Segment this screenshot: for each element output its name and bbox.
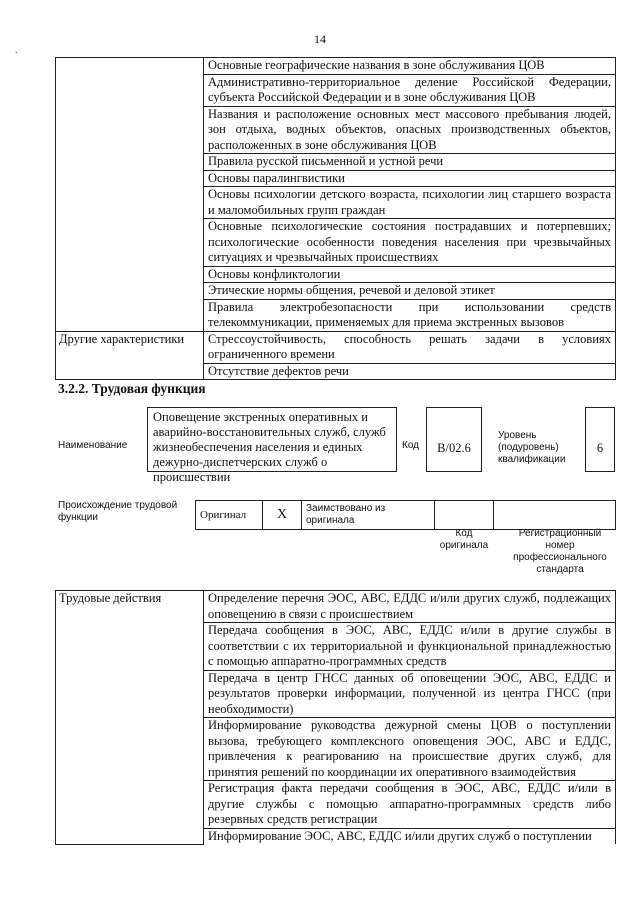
knowledge-item: Основы конфликтологии <box>204 266 616 283</box>
knowledge-table <box>55 57 616 380</box>
original-label: Оригинал <box>196 501 263 530</box>
labor-action-item: Передача сообщения в ЭОС, АВС, ЕДДС и/или в другие службы в соответствии с их территориальной и функциональной принадлежностью с помощью аппаратно-программных средств <box>204 623 616 671</box>
labor-action-item: Информирование ЭОС, АВС, ЕДДС и/или других служб о поступлении <box>204 828 616 844</box>
original-mark: X <box>263 501 302 530</box>
other-item: Отсутствие дефектов речи <box>204 363 616 380</box>
margin-mark: . <box>15 45 18 56</box>
knowledge-item: Основные географические названия в зоне обслуживания ЦОВ <box>204 58 616 75</box>
origin-table <box>195 500 616 530</box>
knowledge-item: Основы психологии детского возраста, психологии лиц старшего возраста и маломобильных групп граждан <box>204 187 616 219</box>
knowledge-item: Основы паралингвистики <box>204 170 616 187</box>
knowledge-item: Основные психологические состояния пострадавших и потерпевших; психологические особенности поведения населения при чрезвычайных ситуациях и чрезвычайных происшествиях <box>204 219 616 267</box>
page-number: 14 <box>314 32 326 46</box>
function-code-box: B/02.6 <box>426 407 482 472</box>
knowledge-item: Этические нормы общения, речевой и деловой этикет <box>204 283 616 300</box>
labor-action-item: Определение перечня ЭОС, АВС, ЕДДС и/или других служб, подлежащих оповещению в связи с происшествием <box>204 591 616 623</box>
labor-action-item: Передача в центр ГНСС данных об оповещении ЭОС, АВС, ЕДДС и результатов проверки информации, полученной из центра ГНСС (при необходимости) <box>204 670 616 718</box>
registration-number-cell <box>494 501 616 530</box>
origin-registration-caption: Регистрационный номер профессионального стандарта <box>513 528 607 575</box>
original-code-cell <box>435 501 494 530</box>
knowledge-item: Административно-территориальное деление Российской Федерации, субъекта Российской Федерации и в зоне обслуживания ЦОВ <box>204 74 616 106</box>
knowledge-item: Правила электробезопасности при использовании средств телекоммуникации, применяемых для приема экстренных вызовов <box>204 299 616 331</box>
borrowed-label: Заимствовано из оригинала <box>302 501 435 530</box>
table-row <box>56 331 616 363</box>
function-name-box: Оповещение экстренных оперативных и аварийно-восстановительных служб, служб жизнеобеспечения населения и единых дежурно-диспетчерских служб о происшествии <box>147 407 397 472</box>
qualification-level-box: 6 <box>585 407 615 472</box>
name-label: Наименование <box>58 440 128 451</box>
knowledge-label-cell <box>56 58 204 332</box>
table-row <box>196 501 616 530</box>
table-row <box>56 58 616 75</box>
knowledge-item: Названия и расположение основных мест массового пребывания людей, зон отдыха, водных объектов, опасных производственных объектов, расположенных в зоне обслуживания ЦОВ <box>204 106 616 154</box>
origin-code-caption: Код оригинала <box>439 528 489 551</box>
other-characteristics-label: Другие характеристики <box>56 331 204 380</box>
code-label: Код <box>402 440 420 451</box>
section-title: 3.2.2. Трудовая функция <box>58 381 206 396</box>
knowledge-item: Правила русской письменной и устной речи <box>204 154 616 171</box>
qualification-level-label: Уровень (подуровень) квалификации <box>498 430 566 465</box>
table-row <box>56 591 616 623</box>
labor-actions-table <box>55 590 616 845</box>
labor-actions-label: Трудовые действия <box>56 591 204 845</box>
origin-label: Происхождение трудовой функции <box>58 500 178 523</box>
labor-action-item: Информирование руководства дежурной смены ЦОВ о поступлении вызова, требующего комплексного оповещения ЭОС, АВС и ЕДДС, привлечения к реагированию на происшествие других служб, для принятия решений по координации их оперативного взаимодействия <box>204 718 616 781</box>
other-item: Стрессоустойчивость, способность решать задачи в условиях ограниченного времени <box>204 331 616 363</box>
labor-action-item: Регистрация факта передачи сообщения в ЭОС, АВС, ЕДДС и/или в другие службы с помощью аппаратно-программных средств либо резервных средств регистрации <box>204 781 616 829</box>
